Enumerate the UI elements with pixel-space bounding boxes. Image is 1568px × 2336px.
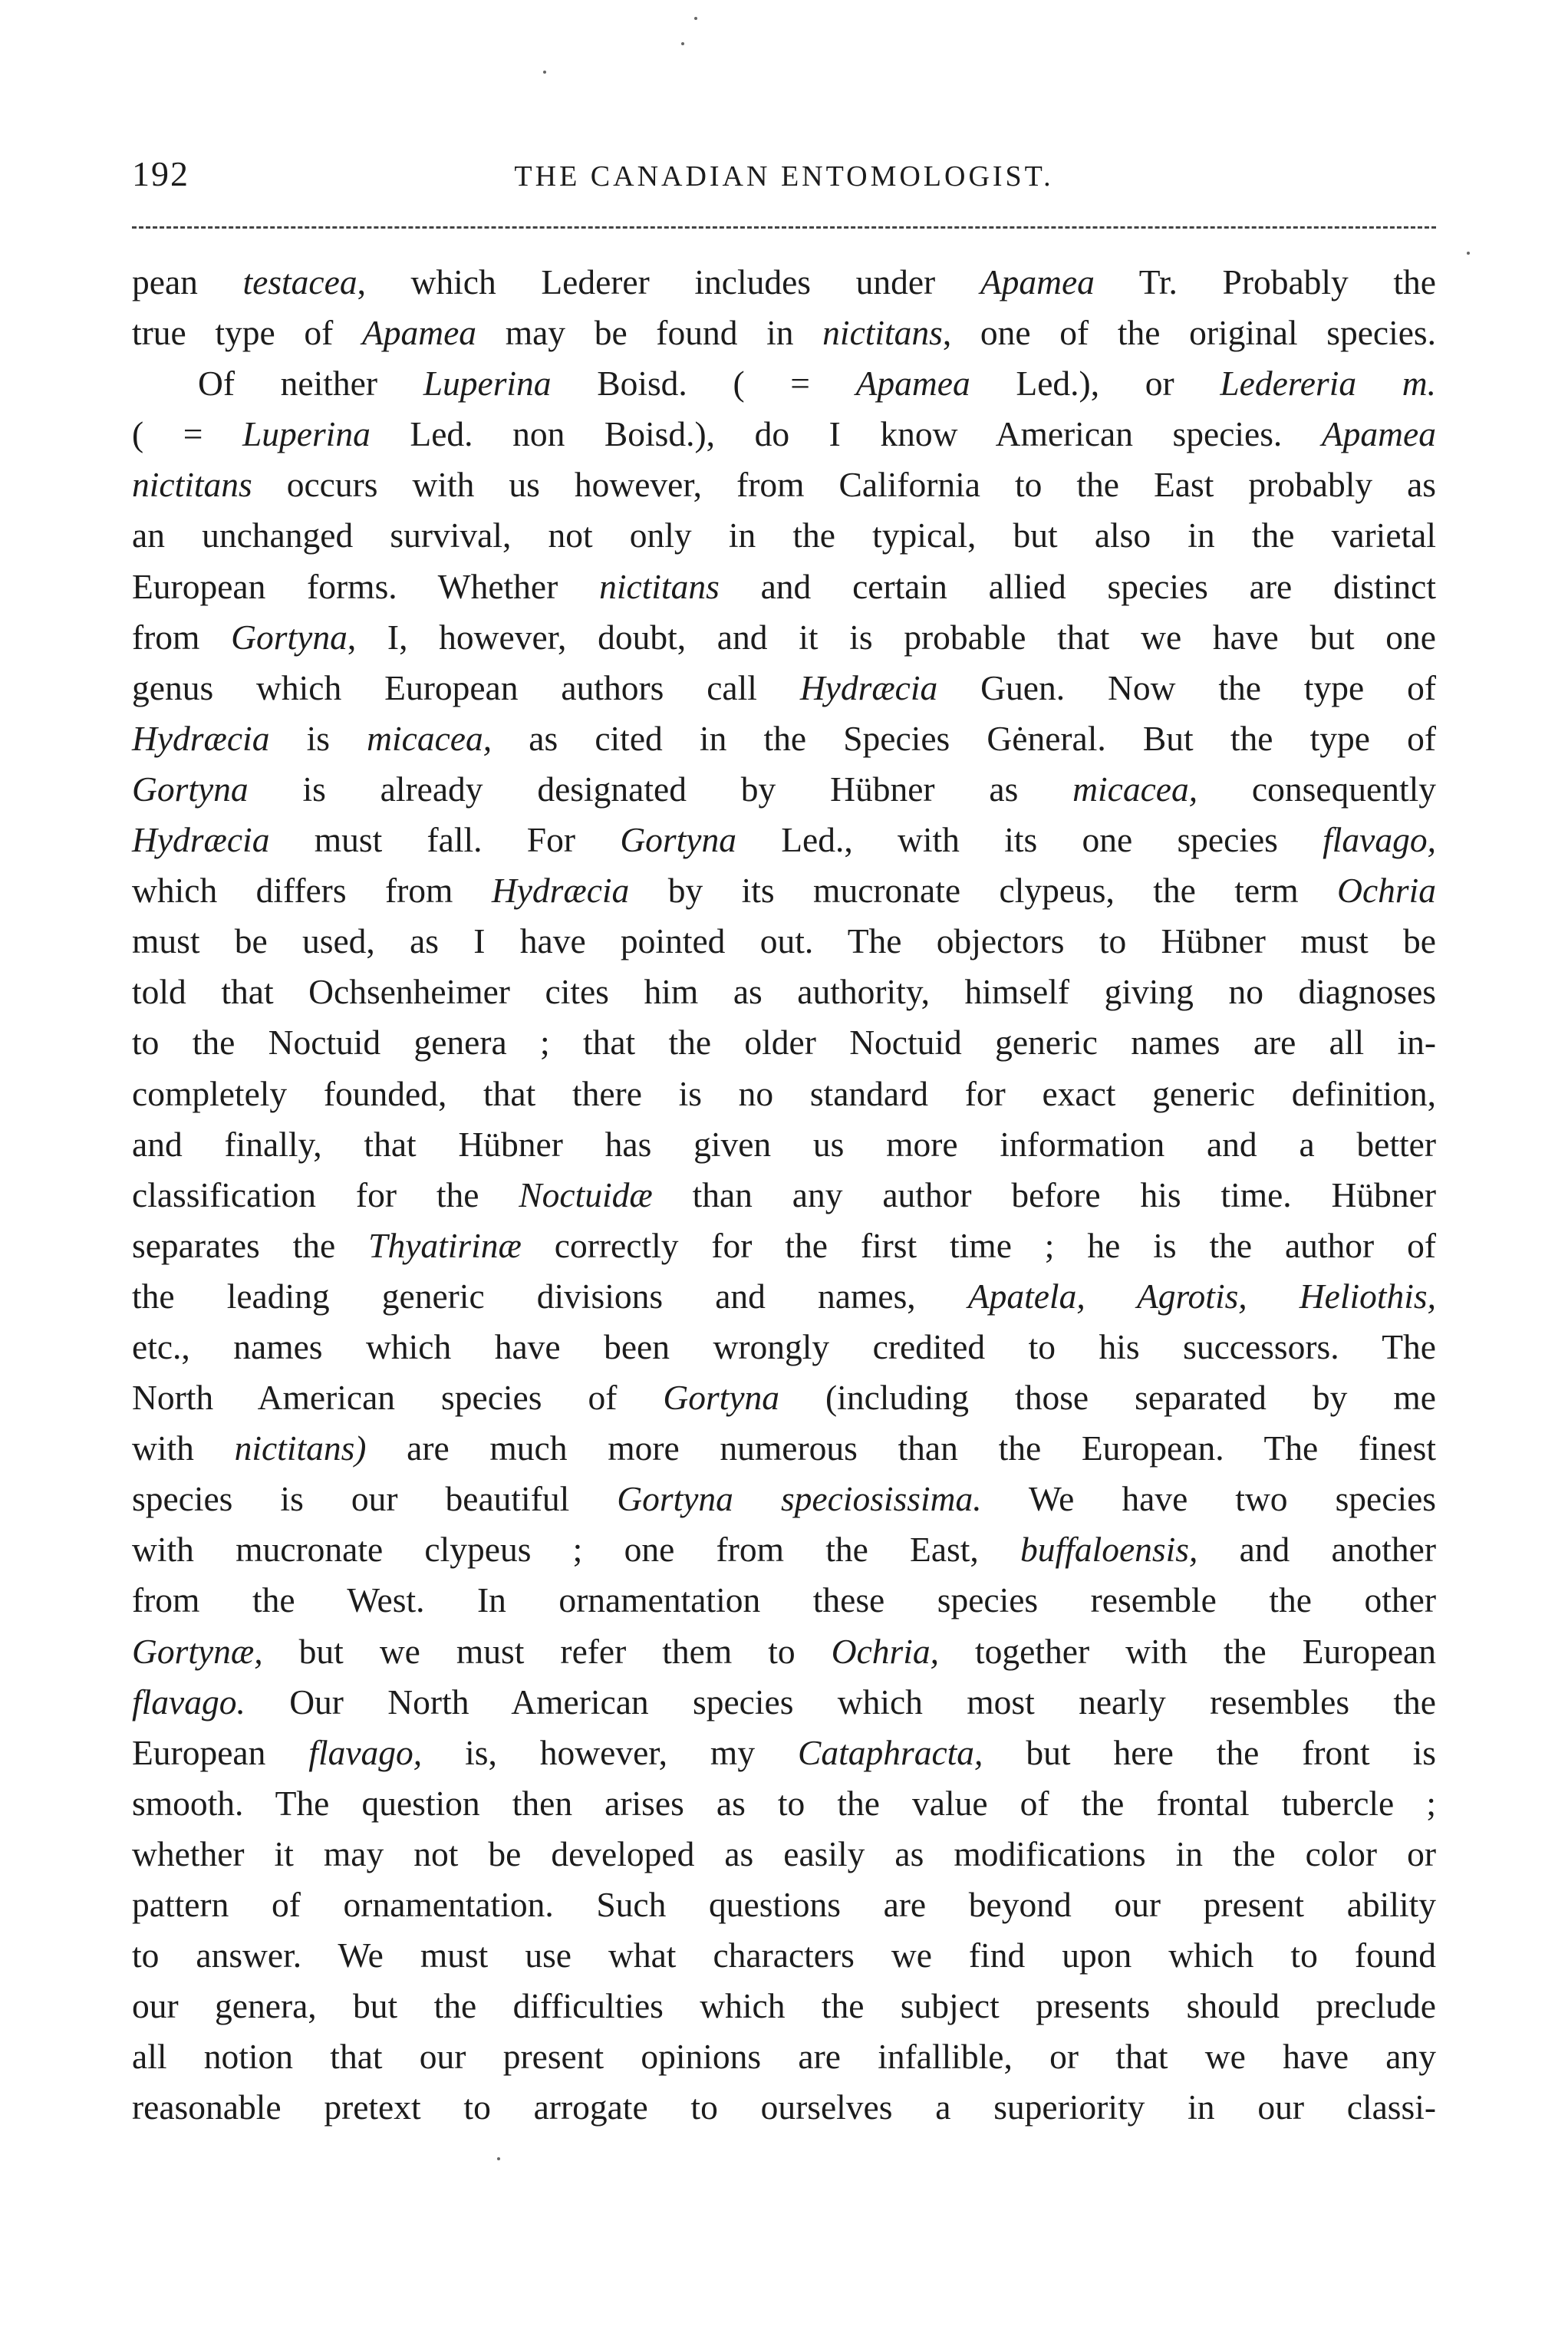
text-run: We have two species [981, 1479, 1436, 1519]
text-run: the leading generic divisions and names, [132, 1276, 968, 1316]
speck-mark [694, 17, 697, 20]
text-line [132, 510, 1436, 561]
text-run: are much more numerous than the European. The finest [366, 1428, 1436, 1468]
text-run: Our North American species which most nearly resembles the [245, 1682, 1436, 1722]
italic-term: Apamea [855, 364, 970, 404]
speck-mark [1467, 252, 1470, 255]
italic-term: Gortyna [663, 1378, 780, 1418]
text-run: an unchanged survival, not only in the typical, but also in the varietal [132, 516, 1436, 555]
text-run: reasonable pretext to arrogate to ourselves a superiority in our classi- [132, 2087, 1436, 2127]
text-run: correctly for the first time ; he is the author of [521, 1225, 1436, 1265]
text-line [132, 2082, 1436, 2133]
text-line [132, 1575, 1436, 1626]
text-run: all notion that our present opinions are infallible, or that we have any [132, 2037, 1436, 2077]
text-run: true type of [132, 313, 362, 353]
text-run: together with the European [939, 1631, 1436, 1671]
speck-mark [681, 42, 684, 45]
italic-term: Gortyna speciosissima. [617, 1479, 982, 1519]
header-rule [132, 226, 1436, 229]
text-run: European forms. Whether [132, 566, 600, 606]
text-line [132, 1677, 1436, 1728]
text-run: whether it may not be developed as easily as modifications in the color or [132, 1834, 1436, 1873]
text-run: with mucronate clypeus ; one from the East, [132, 1530, 1021, 1570]
text-run: European [132, 1732, 309, 1772]
italic-term: Hydræcia [132, 820, 270, 860]
italic-term: buffaloensis, [1020, 1530, 1198, 1570]
italic-term: nictitans [599, 566, 720, 606]
text-run: (including those separated by me [779, 1378, 1436, 1418]
text-run: as cited in the Species Gėneral. But the type of [492, 718, 1436, 758]
text-run: genus which European authors call [132, 667, 800, 707]
page-header [132, 153, 1436, 207]
text-run: Led. non Boisd.), do I know American species. [370, 414, 1322, 454]
text-run: than any author before his time. Hübner [652, 1175, 1436, 1214]
text-run: must be used, as I have pointed out. The objectors to Hübner must be [132, 921, 1436, 961]
text-run: pean [132, 262, 243, 301]
italic-term: testacea [242, 262, 357, 301]
text-line [132, 1829, 1436, 1880]
text-line [132, 1930, 1436, 1981]
text-line [132, 865, 1436, 916]
text-run: and certain allied species are distinct [719, 566, 1436, 606]
text-run: Boisd. ( = [551, 364, 856, 404]
running-head: THE CANADIAN ENTOMOLOGIST. [514, 160, 1054, 193]
italic-term: Gortyna [620, 820, 736, 860]
text-run: separates the [132, 1225, 369, 1265]
text-line [132, 1880, 1436, 1930]
text-run: ( = [132, 414, 242, 454]
text-line [132, 1170, 1436, 1221]
text-run: with [132, 1428, 235, 1468]
italic-term: flavago. [132, 1682, 245, 1722]
italic-term: flavago, [308, 1732, 423, 1772]
italic-term: Apamea [980, 262, 1095, 301]
text-run: by its mucronate clypeus, the term [629, 871, 1338, 911]
text-run: our genera, but the difficulties which the subject presents should preclude [132, 1986, 1436, 2026]
text-line [132, 562, 1436, 612]
text-line [132, 967, 1436, 1017]
text-run: from [132, 617, 232, 657]
text-run: smooth. The question then arises as to the value of the frontal tubercle ; [132, 1783, 1436, 1823]
text-run: Led., with its one species [736, 820, 1323, 860]
text-run: must fall. For [269, 820, 621, 860]
text-run: may be found in [476, 313, 823, 353]
italic-term: Luperina [242, 414, 371, 454]
text-line [132, 1626, 1436, 1677]
text-line [132, 1221, 1436, 1271]
text-line [132, 663, 1436, 713]
text-line [132, 1119, 1436, 1170]
text-run: to the Noctuid genera ; that the older Noctuid generic names are all in- [132, 1023, 1436, 1063]
text-run: but here the front is [983, 1732, 1436, 1772]
italic-term: Hydræcia [132, 718, 270, 758]
text-run: and another [1197, 1530, 1436, 1570]
text-run: occurs with us however, from California to the East probably as [252, 465, 1436, 505]
text-line [132, 612, 1436, 663]
text-line [132, 1017, 1436, 1068]
italic-term: Ochria, [831, 1631, 939, 1671]
italic-term: Cataphracta, [798, 1732, 983, 1772]
italic-term: micacea, [1072, 769, 1198, 809]
text-run: but we must refer them to [262, 1631, 832, 1671]
text-run: consequently [1197, 769, 1436, 809]
italic-term: Gortynæ, [132, 1631, 263, 1671]
text-line [132, 1423, 1436, 1474]
text-run: Tr. Probably the [1094, 262, 1436, 301]
italic-term: flavago, [1323, 820, 1436, 860]
italic-term: Ledereria m. [1220, 364, 1436, 404]
text-run: completely founded, that there is no standard for exact generic definition, [132, 1073, 1436, 1113]
italic-term: nictitans) [234, 1428, 367, 1468]
italic-term: micacea, [367, 718, 492, 758]
text-line [132, 308, 1436, 358]
text-line [132, 713, 1436, 764]
text-run: told that Ochsenheimer cites him as authority, himself giving no diagnoses [132, 972, 1436, 1012]
text-run: to answer. We must use what characters we find upon which to found [132, 1936, 1436, 1975]
speck-mark [543, 71, 546, 74]
italic-term: Apatela, Agrotis, Heliothis, [967, 1276, 1436, 1316]
italic-term: nictitans [132, 465, 252, 505]
text-run: classification for the [132, 1175, 519, 1214]
text-line [132, 916, 1436, 967]
text-line [132, 358, 1436, 409]
text-run: pattern of ornamentation. Such questions are beyond our present ability [132, 1885, 1436, 1924]
text-line [132, 1728, 1436, 1778]
italic-term: Gortyna [231, 617, 348, 657]
italic-term: nictitans [822, 313, 943, 353]
text-run: Led.), or [970, 364, 1220, 404]
text-line [132, 1524, 1436, 1575]
text-run: , one of the original species. [942, 313, 1437, 353]
text-run: is, however, my [422, 1732, 799, 1772]
text-run: , which Lederer includes under [357, 262, 980, 301]
italic-term: Ochria [1337, 871, 1436, 911]
italic-term: Noctuidæ [519, 1175, 653, 1214]
italic-term: Hydræcia [799, 667, 938, 707]
text-run: Guen. Now the type of [937, 667, 1436, 707]
text-run: which differs from [132, 871, 492, 911]
text-line [132, 1474, 1436, 1524]
page-number: 192 [132, 154, 189, 193]
text-run: is already designated by Hübner as [248, 769, 1073, 809]
italic-term: Apamea [361, 313, 477, 353]
text-line [132, 764, 1436, 815]
text-line [132, 1069, 1436, 1119]
text-line [132, 1981, 1436, 2031]
italic-term: Thyatirinæ [368, 1225, 522, 1265]
text-run: is [269, 718, 367, 758]
text-line [132, 1372, 1436, 1423]
text-run: Of neither [198, 364, 423, 404]
text-run: from the West. In ornamentation these species resemble the other [132, 1580, 1436, 1620]
speck-mark [497, 2157, 500, 2160]
italic-term: Apamea [1321, 414, 1436, 454]
body-text [132, 257, 1436, 2133]
italic-term: Hydræcia [491, 871, 630, 911]
italic-term: Gortyna [132, 769, 249, 809]
text-line [132, 2031, 1436, 2082]
text-line [132, 409, 1436, 460]
text-line [132, 1778, 1436, 1829]
text-run: etc., names which have been wrongly credited to his successors. The [132, 1326, 1436, 1366]
text-line [132, 257, 1436, 308]
text-line [132, 1271, 1436, 1322]
text-line [132, 460, 1436, 510]
text-run: species is our beautiful [132, 1479, 618, 1519]
text-run: and finally, that Hübner has given us more information and a better [132, 1124, 1436, 1164]
text-line [132, 815, 1436, 865]
text-line [132, 1322, 1436, 1372]
italic-term: Luperina [423, 364, 552, 404]
text-run: , I, however, doubt, and it is probable that we have but one [347, 617, 1437, 657]
text-run: North American species of [132, 1378, 664, 1418]
